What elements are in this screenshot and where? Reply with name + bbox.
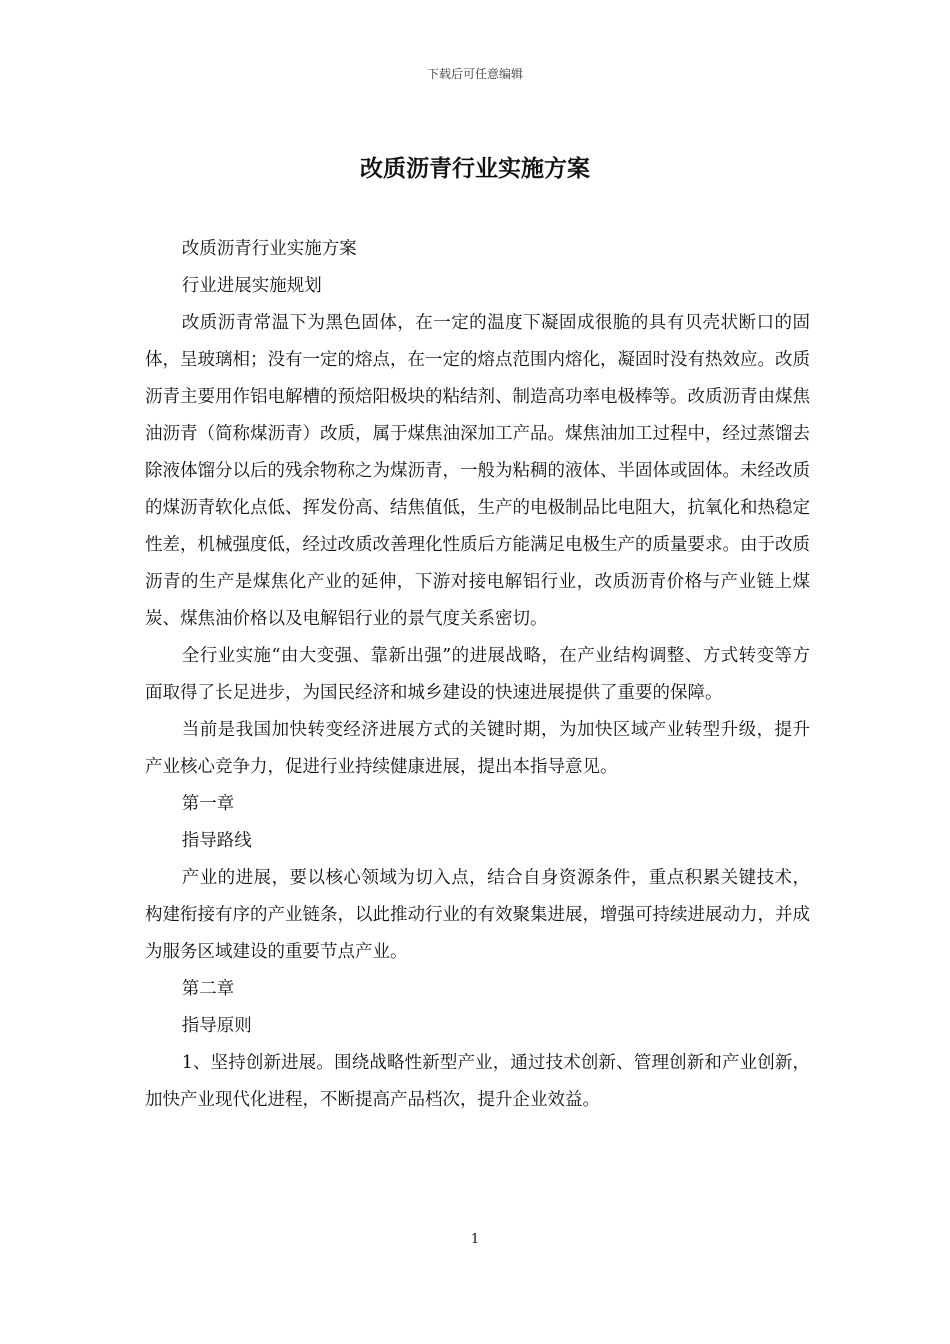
paragraph-subtitle: 改质沥青行业实施方案 [181, 239, 357, 259]
document-title: 改质沥青行业实施方案 [360, 155, 590, 182]
paragraph-guiding-route: 产业的进展，要以核心领域为切入点，结合自身资源条件，重点积累关键技术，构建衔接有序的产业链条，以此推动行业的有效聚集进展，增强可持续进展动力，并成为服务区域建设的重要节点产业。 [145, 868, 810, 962]
chapter-one-title: 指导路线 [181, 831, 252, 851]
chapter-two-heading: 第二章 [181, 979, 235, 999]
paragraph-principle-one: 1、坚持创新进展。围绕战略性新型产业，通过技术创新、管理创新和产业创新，加快产业现代化进程，不断提高产品档次，提升企业效益。 [145, 1053, 810, 1110]
paragraph-section-heading: 行业进展实施规划 [181, 276, 322, 296]
page-number: 1 [470, 1232, 480, 1247]
chapter-one-heading: 第一章 [181, 794, 235, 814]
chapter-two-title: 指导原则 [181, 1016, 252, 1036]
paragraph-strategy: 全行业实施“由大变强、靠新出强”的进展战略，在产业结构调整、方式转变等方面取得了长足进步，为国民经济和城乡建设的快速进展提供了重要的保障。 [145, 646, 810, 703]
document-body [145, 231, 810, 1119]
page-header-note: 下载后可任意编辑 [426, 67, 523, 81]
paragraph-intro: 改质沥青常温下为黑色固体，在一定的温度下凝固成很脆的具有贝壳状断口的固体，呈玻璃相；没有一定的熔点，在一定的熔点范围内熔化，凝固时没有热效应。改质沥青主要用作铝电解槽的预焙阳极块的粘结剂、制造高功率电极棒等。改质沥青由煤焦油沥青（简称煤沥青）改质，属于煤焦油深加工产品。煤焦油加工过程中，经过蒸馏去除液体馏分以后的残余物称之为煤沥青，一般为粘稠的液体、半固体或固体。未经改质的煤沥青软化点低、挥发份高、结焦值低，生产的电极制品比电阻大，抗氧化和热稳定性差，机械强度低，经过改质改善理化性质后方能满足电极生产的质量要求。由于改质沥青的生产是煤焦化产业的延伸，下游对接电解铝行业，改质沥青价格与产业链上煤炭、煤焦油价格以及电解铝行业的景气度关系密切。 [145, 313, 810, 629]
paragraph-context: 当前是我国加快转变经济进展方式的关键时期，为加快区域产业转型升级，提升产业核心竞争力，促进行业持续健康进展，提出本指导意见。 [145, 720, 810, 777]
